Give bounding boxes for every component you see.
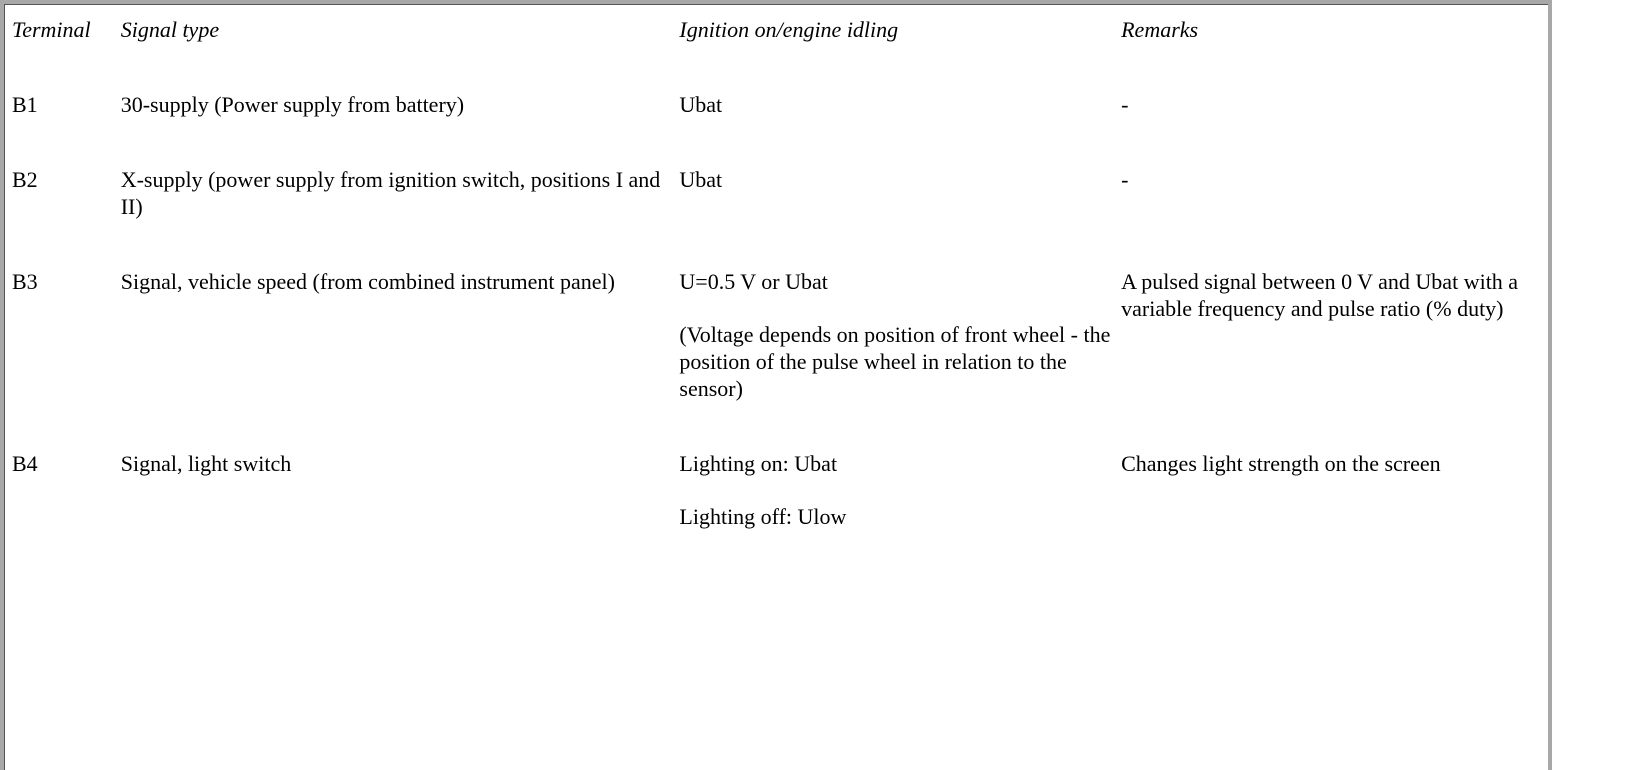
ignition-value: Ubat	[679, 92, 723, 117]
header-terminal: Terminal	[12, 17, 91, 42]
header-ignition: Ignition on/engine idling	[679, 17, 899, 42]
ignition-cell	[679, 91, 1121, 166]
ignition-value: U=0.5 V or Ubat	[679, 269, 828, 294]
ignition-value: Lighting off: Ulow	[679, 504, 847, 529]
ignition-value: Ubat	[679, 167, 723, 192]
ignition-value: Lighting on: Ubat	[679, 451, 838, 476]
signal-type-cell: Signal, vehicle speed (from combined instrument panel)	[120, 269, 615, 294]
signal-type-cell: X-supply (power supply from ignition switch, positions I and II)	[120, 167, 661, 219]
ignition-cell	[679, 268, 1121, 450]
remarks-cell: A pulsed signal between 0 V and Ubat with a variable frequency and pulse ratio (% duty)	[1121, 269, 1519, 321]
remarks-cell: Changes light strength on the screen	[1121, 451, 1441, 476]
terminal-cell: B1	[12, 92, 38, 117]
terminal-cell: B2	[12, 167, 38, 192]
header-signal-type: Signal type	[120, 17, 220, 42]
ignition-cell	[679, 166, 1121, 268]
ignition-note: (Voltage depends on position of front wheel - the position of the pulse wheel in relation to the sensor)	[679, 322, 1111, 401]
signal-type-cell: 30-supply (Power supply from battery)	[120, 92, 465, 117]
ignition-cell	[679, 450, 1121, 578]
remarks-cell: -	[1121, 167, 1129, 192]
table-row	[12, 268, 1548, 450]
terminal-signal-table	[12, 16, 1548, 578]
table-row	[12, 166, 1548, 268]
table-row	[12, 450, 1548, 578]
terminal-cell: B3	[12, 269, 38, 294]
header-remarks: Remarks	[1121, 17, 1199, 42]
signal-type-cell: Signal, light switch	[120, 451, 292, 476]
table-header-row	[12, 16, 1548, 91]
terminal-cell: B4	[12, 451, 38, 476]
table-row	[12, 91, 1548, 166]
remarks-cell: -	[1121, 92, 1129, 117]
